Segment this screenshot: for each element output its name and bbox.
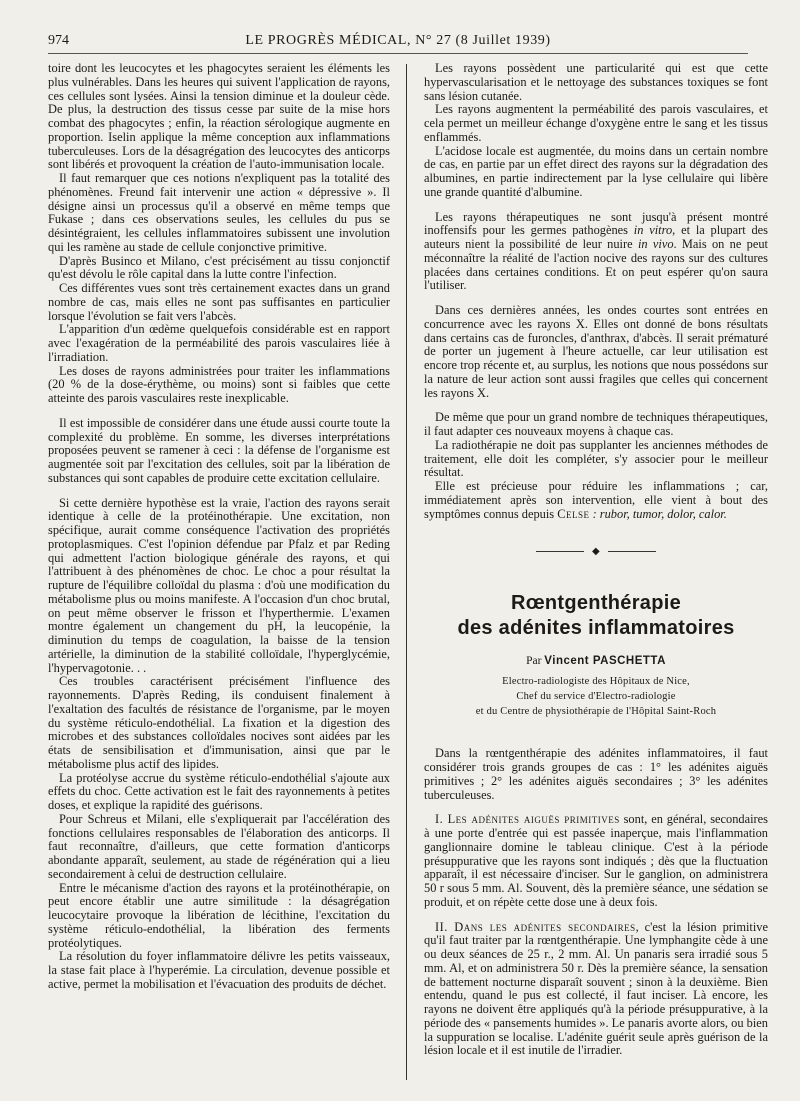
paragraph: La résolution du foyer inflammatoire délivre les petits vaisseaux, la stase fait place à l'hyperémie. La circulation, devenue possible et active, permet la mobilisation et l'évacuation des produits de déchet. bbox=[48, 949, 390, 991]
author-name: Vincent PASCHETTA bbox=[544, 655, 666, 668]
running-head: LE PROGRÈS MÉDICAL, N° 27 (8 Juillet 1939) bbox=[245, 33, 551, 48]
affiliation: et du Centre de physiothérapie de l'Hôpital Saint-Roch bbox=[475, 706, 717, 718]
paragraph: D'après Businco et Milano, c'est précisément au tissu conjonctif qu'est dévolu le rôle capital dans la lutte contre l'infection. bbox=[48, 253, 390, 282]
page-number: 974 bbox=[48, 33, 69, 48]
paragraph: La radiothérapie ne doit pas supplanter les anciennes méthodes de traitement, elle doit les compléter, s'y associer pour le meilleur résultat. bbox=[424, 437, 768, 480]
column-divider bbox=[406, 64, 407, 1080]
paragraph: La protéolyse accrue du système réticulo-endothélial s'ajoute aux effets du choc. Cette activation est le fait des rayonnements à petites doses, et explique la rapidité des guérisons. bbox=[48, 770, 390, 812]
paragraph: Ces troubles caractérisent précisément l'influence des rayonnements. D'après Reding, ils conduisent finalement à l'exaltation des facultés de résistance de l'organisme, par le moyen du système réticulo-endothélial. La fixation et la digestion des microbes et des substances colloïdales nocives sont aidées par les états de sensibilisation et d'immunisation, ainsi que par le métabolisme plus actif des lipides. bbox=[48, 674, 390, 771]
byline: Par Vincent PASCHETTA bbox=[526, 655, 666, 668]
paragraph: II. Dans les adénites secondaires, c'est la lésion primitive qu'il faut traiter par la rœntgenthérapie. Une lymphangite cède à une ou deux séances de 25 r., 2 mm. Al. Un panaris sera irradié sous 5 mm. Al, et on administrera 50 r. Dès la première séance, la sensation de battement nocturne disparaît souvent ; sinon à la deuxième. Bien entendu, quand le pus est collecté, il faut inciser. Là encore, les rayons ne doivent être appliqués qu'à la période présuppurative, à la période des « pansements humides ». Le panaris avorte alors, ou bien la suppuration se localise. L'adénite guérit seule après guérison de la lésion locale et il est inutile de l'irradier. bbox=[424, 919, 768, 1058]
paragraph: toire dont les leucocytes et les phagocytes seraient les éléments les plus vulnérables. Dans les heures qui suivent l'application de rayons, ces cellules sont lysées. Ainsi la tension diminue et la douleur cède. De plus, la destruction des tissus cesse par suite de la mise hors combat des phagocytes ; enfin, la réaction sérologique augmente en proportion. Iselin applique la même conception aux inflammations tuberculeuses. Lors de la désagrégation des leucocytes des anticorps sont libérés et provoquent la création de l'auto-immunisation locale. bbox=[48, 61, 390, 172]
affiliation: Electro-radiologiste des Hôpitaux de Nice, bbox=[502, 676, 690, 688]
paragraph: Ces différentes vues sont très certainement exactes dans un grand nombre de cas, mais elles ne sont pas suffisantes en particulier lorsque l'évolution se fait vers l'abcès. bbox=[48, 281, 390, 323]
paragraph: Dans la rœntgenthérapie des adénites inflammatoires, il faut considérer trois grands groupes de cas : 1° les adénites aiguës primitives ; 2° les adénites aiguës secondaires ; 3° les adénites tuberculeuses. bbox=[424, 746, 768, 802]
paragraph: Les rayons thérapeutiques ne sont jusqu'à présent montré inoffensifs pour les germes pathogènes in vitro, et la plupart des auteurs nient la possibilité de leur nuire in vivo. Mais on ne peut méconnaître la réalité de l'action nocive des rayons sur des cultures placées dans certaines conditions. Et on peut espérer qu'on saura l'utiliser. bbox=[424, 209, 768, 293]
paragraph: De même que pour un grand nombre de techniques thérapeutiques, il faut adapter ces nouveaux moyens à chaque cas. bbox=[424, 410, 768, 438]
page-header bbox=[48, 33, 748, 54]
section-ornament: ◆ bbox=[536, 547, 656, 557]
left-column bbox=[48, 62, 390, 992]
article-title: Rœntgenthérapie des adénites inflammatoires bbox=[457, 592, 735, 640]
paragraph: Si cette dernière hypothèse est la vraie, l'action des rayons serait identique à celle de la protéinothérapie. Une excitation, non spécifique, aurait comme conséquence l'activation des propriétés protoplasmiques. C'est l'opinion défendue par Pfalz et par Reding qui admettent l'action biologique générale des rayons, et qui l'attribuent à des phénomènes de choc. Le choc a pour résultat la rupture de l'équilibre colloïdal du plasma : d'où une modification du métabolisme plus ou moins manifeste. A l'occasion d'un choc brutal, on peut même observer le frisson et l'hyperthermie. L'examen montre également un changement du pH, la leucopénie, la diminution du temps de coagulation, la baisse de la tension artérielle, la diminution de la stabilité colloïdale, l'hyperglycémie, l'hypervagotonie. . . bbox=[48, 495, 390, 675]
paragraph: L'apparition d'un œdème quelquefois considérable est en rapport avec l'exagération de la perméabilité des parois vasculaires liée à l'irradiation. bbox=[48, 322, 390, 364]
paragraph: Les rayons augmentent la perméabilité des parois vasculaires, et cela permet un meilleur échange d'oxygène entre le sang et les tissus enflammés. bbox=[424, 102, 768, 144]
paragraph: Il est impossible de considérer dans une étude aussi courte toute la complexité du problème. En somme, les diverses interprétations proposées peuvent se ramener à ceci : la défense de l'organisme est augmentée soit par l'excitation des cellules, soit par la libération de substances qui sont capables de produire cette excitation cellulaire. bbox=[48, 415, 390, 485]
affiliation: Chef du service d'Electro-radiologie bbox=[516, 691, 676, 703]
paragraph: Les rayons possèdent une particularité qui est que cette hypervascularisation et le nettoyage des substances toxiques se font sans lésion cutanée. bbox=[424, 61, 768, 103]
paragraph: Pour Schreus et Milani, elle s'expliquerait par l'accélération des fonctions cellulaires responsables de l'élaboration des anticorps. Il faut reconnaître, d'ailleurs, que cette formation d'anticorps abondante apparaît, seulement, au stade de régénération qui a lieu secondairement à celui de destruction cellulaire. bbox=[48, 811, 390, 881]
paragraph: Entre le mécanisme d'action des rayons et la protéinothérapie, on peut encore établir une autre similitude : la désagrégation leucocytaire provoque la libération de lécithine, l'excitation du système réticulo-endothélial, la libération des ferments protéolytiques. bbox=[48, 880, 390, 950]
paragraph: Dans ces dernières années, les ondes courtes sont entrées en concurrence avec les rayons X. Elles ont donné de bons résultats dans certains cas de furoncles, d'anthrax, d'abcès. Il serait prématuré de porter un jugement à l'heure actuelle, car leur utilisation est encore trop récente et, au surplus, les notions que nous possédons sur la nature de leur action sont aussi fragiles que celles qui concernent les rayons X. bbox=[424, 303, 768, 400]
paragraph: I. Les adénites aiguës primitives sont, en général, secondaires à une porte d'entrée qui est passée inaperçue, mais l'inflammation ganglionnaire domine le tableau clinique. C'est à la période présuppurative que les rayons sont indiqués ; dès que la fluctuation apparaît, il est nécessaire d'inciser. Sur le ganglion, on administrera 50 r sous 5 mm. Al. Souvent, dès la première séance, une sédation se produit, et on répète cette dose une à deux fois. bbox=[424, 812, 768, 909]
article-body bbox=[424, 747, 768, 1058]
paragraph: Les doses de rayons administrées pour traiter les inflammations (20 % de la dose-érythème, ou moins) sont si faibles que cette atteinte des parois vasculaires reste inexplicable. bbox=[48, 363, 390, 405]
paragraph: Il faut remarquer que ces notions n'expliquent pas la totalité des phénomènes. Freund fait intervenir une action « dépressive ». Il désigne ainsi un processus qu'il a observé en même temps que Fukase ; dans ces observations seules, les cellules du pus se désintégraient, les cellules inflammatoires subissent une involution qui les ramène au stade de cellule conjonctive primitive. bbox=[48, 171, 390, 254]
right-column bbox=[424, 62, 768, 1058]
paragraph: Elle est précieuse pour réduire les inflammations ; car, immédiatement après son intervention, elle vient à bout des symptômes connus depuis Celse : rubor, tumor, dolor, calor. bbox=[424, 479, 768, 521]
paragraph: L'acidose locale est augmentée, du moins dans un certain nombre de cas, en partie par un effet direct des rayons sur la dégradation des albumines, en partie indirectement par la lyse cellulaire qui libère une grande quantité d'albumine. bbox=[424, 143, 768, 199]
